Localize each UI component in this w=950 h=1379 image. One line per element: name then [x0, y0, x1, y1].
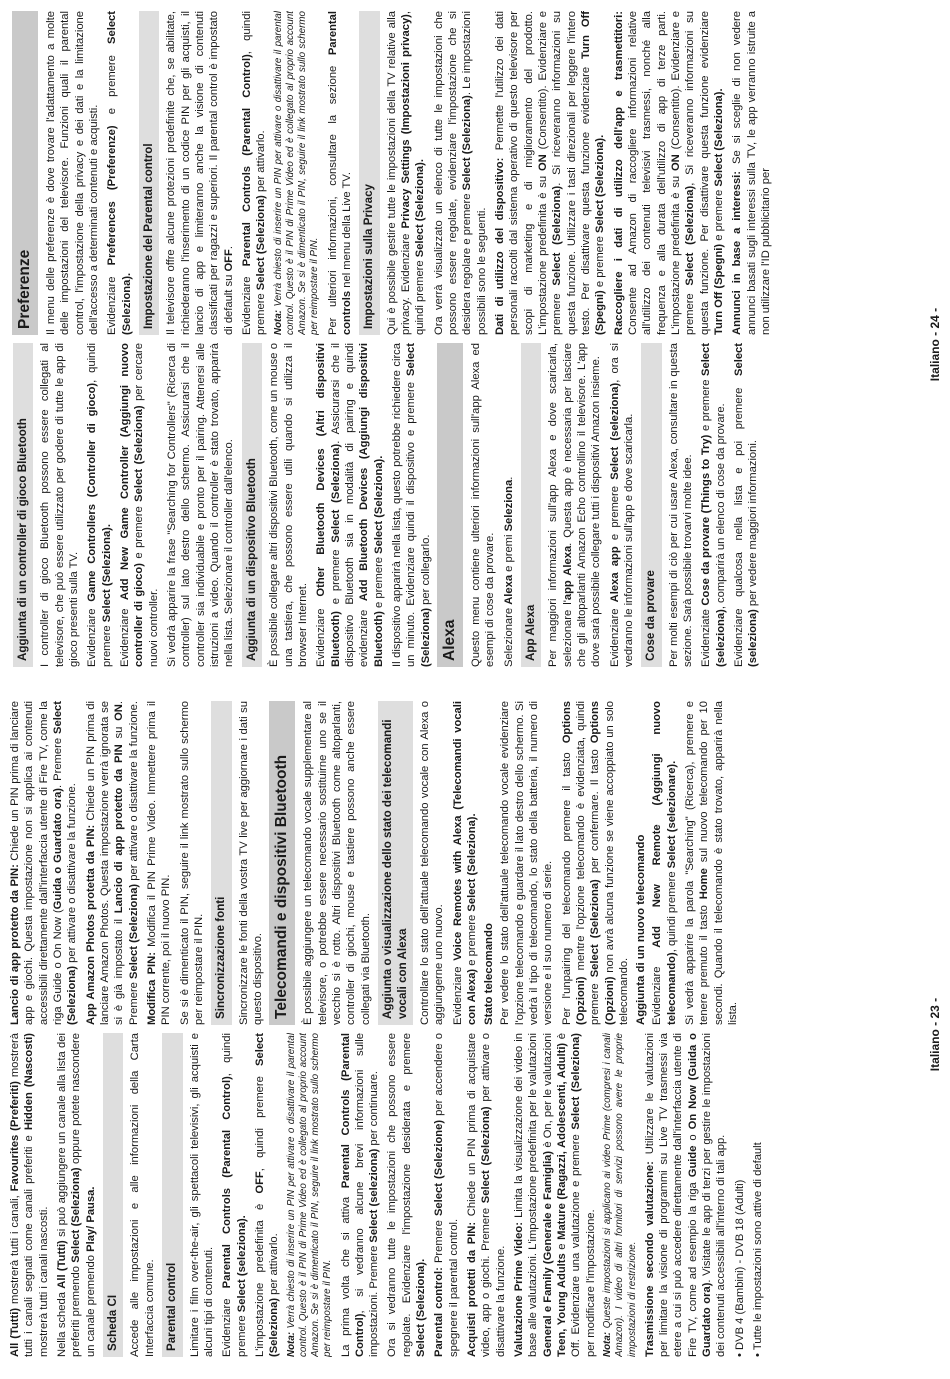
text-run: , quindi premere [400, 11, 427, 335]
bold-text: Options (Opzioni) [560, 701, 587, 1025]
subsection-heading: Parental control [162, 1033, 182, 1357]
text-run: non avrà alcuna funzione se viene accoppiato un solo telecomando. [603, 701, 630, 1025]
text-column [8, 11, 903, 335]
subsection-heading: Aggiunta di un dispositivo Bluetooth [242, 343, 262, 667]
text-run: Evidenziare [119, 600, 132, 667]
bold-text: Annunci in base a interessi: [731, 170, 744, 335]
paragraph [38, 343, 81, 667]
text-run: e premere [608, 479, 621, 547]
bold-text: Mature (Ragazzi, Adolescenti, Adulti) [556, 1042, 569, 1240]
text-run: nel menu della Live TV. [341, 172, 354, 291]
bold-text: Parental controls [326, 11, 354, 335]
page-number: Italiano - 23 - [928, 997, 942, 1072]
text-run: per collegarlo. [419, 534, 432, 608]
page-number: Italiano - 24 - [928, 307, 942, 382]
text-run: mostrerà tutti i canali, [9, 1191, 21, 1308]
bold-text: Trasmissione secondo valutazione: [643, 1161, 656, 1357]
bold-text: Nota: [272, 309, 284, 335]
bold-text: Select (Seleziona). [100, 523, 113, 623]
paragraph [55, 1033, 98, 1357]
bold-text: Select (Seleziona) [127, 883, 140, 979]
bold-text: Select (Seleziona). [594, 134, 607, 234]
paragraph [165, 343, 237, 667]
text-run: Se si è dimenticato il PIN, seguire il link mostrato sullo schermo per reimpostare il PIN. [178, 701, 205, 1025]
bold-text: Select (seleziona) [700, 343, 727, 667]
bold-text: Select (Seleziona) [589, 879, 602, 978]
paragraph [314, 343, 386, 667]
text-run: è On, per le valutazioni [541, 1033, 554, 1151]
paragraph [498, 701, 555, 1025]
bold-text: Nota: [602, 1331, 614, 1357]
bold-text: Hidden (Nascosti) [23, 1033, 36, 1131]
text-run: Qui è possibile gestire tutte le impostazioni della TV relative alla privacy. Evidenziare [385, 11, 413, 335]
text-run: Premere [433, 1216, 446, 1268]
paragraph [267, 343, 310, 667]
bold-text: Teen, Young Adults [556, 1253, 569, 1357]
text-run: È possibile collegare altri dispositivi Bluetooth, come un mouse o una tastiera, che possono essere utili quando si utilizza il browser Internet. [268, 343, 309, 667]
paragraph [432, 1033, 461, 1357]
text-run: Selezionare [502, 604, 515, 667]
bold-text: On Now (Guida o Guardato ora) [686, 1033, 714, 1357]
text-run: per accendere o spegnere il parental control. [433, 1033, 460, 1357]
text-run: per cercare nuovi controller. [133, 343, 160, 667]
paragraph [188, 1033, 217, 1357]
subsection-heading: Aggiunta o visualizzazione dello stato dei telecomandi vocali con Alexa [378, 701, 413, 1025]
paragraph [699, 343, 728, 667]
text-run: , quindi premere [665, 868, 678, 953]
bold-text: Acquisti protetti da PIN: [466, 1221, 479, 1357]
text-run: per attivare o disattivare la funzione. [66, 783, 79, 966]
text-run: Evidenziare qualcosa nella lista e poi premere [733, 375, 746, 667]
bold-text: Parental Controls (Parental Control) [221, 1076, 234, 1289]
text-run: e premere [466, 911, 478, 969]
bold-text: Select (seleziona). [235, 1215, 248, 1313]
bold-text: General e Family (Generale e Famiglia) [541, 1150, 554, 1357]
text-run: Questo menu contiene ulteriori informazioni sull'app Alexa ed esempi di cose da provare. [469, 343, 497, 667]
subsection-heading: Impostazioni sulla Privacy [359, 11, 379, 335]
paragraph [301, 701, 373, 1025]
text-run: Chiede un PIN prima di lanciare app e giochi. Questa impostazione non si applica ai contenuti accessibili direttamente dall'interfaccia utente di Fire TV, come la riga Guide o On Now ( [9, 701, 64, 1025]
text-run: . Questa app è necessaria per lasciare che gli altoparlanti Amazon Echo controllino il televisore. L'app dove sarà possibile collegare tutti i dispositivi Amazon insieme. [561, 343, 603, 667]
note-paragraph [273, 11, 322, 335]
text-run: , si vedranno alcune brevi informazioni sulle impostazioni. Premere [353, 1033, 381, 1357]
text-run: L'impostazione predefinita è [253, 1193, 266, 1357]
paragraph [502, 343, 516, 667]
text-run: Evidenziare [241, 266, 254, 335]
text-run: , ora si vedranno le informazioni sull'app e dove scaricarla. [608, 343, 635, 667]
text-run: Sincronizzare le fonti della vostra TV live per aggiornare i dati su questo dispositivo. [237, 701, 265, 1025]
bold-text: Select (Seleziona) [255, 195, 268, 291]
subsection-heading: Aggiunta di un controller di gioco Bluetooth [13, 343, 33, 667]
text-run: . Premere [51, 733, 64, 788]
paragraph [105, 11, 134, 335]
text-run: o [686, 1129, 699, 1146]
bold-text: ON [537, 154, 550, 172]
paragraph [118, 343, 161, 667]
text-run: mostrerà tutti i canali nascosti. [37, 1206, 50, 1357]
bold-text: Options (Opzioni) [589, 701, 616, 1025]
text-run: Per vedere lo stato dell'attuale telecomando vocale evidenziare l'opzione telecomando e guardare il lato destro dello schermo. Si vedrà il tipo di telecomando, lo stato della batteria, il numero di versione e il suo numero di serie. [499, 701, 555, 1025]
paragraph [339, 1033, 382, 1357]
paragraph [128, 1033, 157, 1357]
text-run: Si vedrà apparire la parola "Searching" (Ricerca), premere e tenere premuto il tasto [683, 701, 711, 1025]
text-run: , Si riceveranno informazioni su questa funzione. Per disattivare questa funzione evidenziare [684, 11, 711, 335]
bold-text: Play/ Pausa. [84, 1186, 97, 1252]
subsection-heading: Cose da provare [641, 343, 661, 667]
text-run: Ora verrà visualizzato un elenco di tutte le impostazioni che possono essere regolate, evidenziare l'impostazione che si desidera regolare e premere [432, 11, 474, 335]
bold-text: Parental Controls (Parental Control) [339, 1033, 366, 1357]
note-paragraph [602, 1033, 639, 1357]
text-run: oppure potete nascondere un canale premendo [70, 1033, 97, 1357]
bold-text: Home [698, 868, 711, 900]
bold-text: Turn Off (Spegni) [713, 243, 726, 335]
bold-text: Select (Seleziona). [414, 159, 427, 258]
paragraph [8, 1033, 51, 1357]
text-run: Consente ad Amazon di raccogliere informazioni relative all'utilizzo dei contenuti televisivi trasmessi, nonché alla frequenza e alla durata dell'utilizzo di app di terze parti. L'impostazione predefinita è su [627, 11, 683, 335]
text-run: per vedere maggiori informazioni. [747, 440, 760, 610]
text-run: Nella scheda [55, 1288, 68, 1357]
text-run: Evidenziare [86, 601, 99, 667]
text-run: Controllare lo stato dell'attuale telecomando vocale con Alexa o aggiungerne uno nuovo. [419, 701, 446, 1025]
text-run: (Consentito). Evidenziare e premere [670, 11, 697, 335]
text-run: Il dispositivo apparirà nella lista, questo potrebbe richiedere circa un minuto. Evidenziare quindi il dispositivo e premere [390, 343, 418, 667]
bullet-item [733, 1033, 747, 1357]
text-run: è Off. Evidenziare una valutazione e premere [556, 1033, 583, 1357]
paragraph [145, 701, 174, 1025]
paragraph [730, 11, 773, 335]
bold-text: Favourites (Preferiti) [9, 1081, 21, 1192]
paragraph [8, 701, 80, 1025]
bold-text: Select (Seleziona) [405, 343, 432, 667]
bold-text: Select (Seleziona) [70, 1167, 83, 1263]
bold-text: Cose da provare (Things to Try) [700, 434, 713, 606]
text-run: per modificare l'impostazione. [584, 1209, 597, 1357]
text-run: Permette l'utilizzo dei dati personali raccolti dal sistema operativo di questo televisore per scopi di marketing e di miglioramento del prodotto. L'impostazione predefinita è su [494, 11, 550, 335]
subsection-heading: Impostazione del Parental control [139, 11, 159, 335]
bold-text: ON [113, 704, 126, 721]
bold-text: Add Bluetooth Devices (Aggiungi dispositivi Bluetooth) [358, 343, 385, 667]
text-run: e premere [133, 501, 146, 564]
bold-text: Select (Seleziona) [329, 443, 342, 543]
text-run: . Si riceveranno informazioni su questa funzione. Utilizzare i tasti direzionali per leggere l'intero testo. Per disattivare questa funzione evidenziare [551, 11, 593, 335]
bold-text: Select (Seleziona). [466, 813, 478, 912]
text-run: • Tutte le impostazioni sono attive di default [752, 1142, 765, 1357]
text-column [8, 701, 903, 1025]
bold-text: Turn Off (Spegni) [580, 11, 607, 335]
bold-text: Lancio di app protetto da PIN [113, 744, 126, 914]
bold-text: Guida o Guardato ora) [51, 787, 64, 910]
text-run: Evidenziare [221, 1288, 234, 1357]
paragraph [44, 11, 101, 335]
text-run: Evidenziare [451, 960, 464, 1025]
bold-text: Select (Seleziona). [106, 11, 133, 335]
paragraph [451, 701, 480, 1025]
bold-text: Select (selezionа) [368, 1148, 381, 1243]
paragraph [220, 1033, 249, 1357]
bold-text: Other Bluetooth Devices (Altri dispositivi Bluetooth) [315, 343, 342, 667]
bold-text: Select (Seleziona) [133, 405, 146, 502]
text-run: per attivarlo. [255, 130, 268, 196]
text-run: Verrà chiesto di inserire un PIN per attivare o disattivare il parental control. Questo è il PIN di Prime Video ed è collegato al proprio account Amazon. Se si è dimenticato il PIN, seguire il link mostrato sullo schermo per reimpostare il PIN. [272, 11, 321, 335]
text-run: e premere [372, 553, 385, 612]
paragraph [732, 343, 761, 667]
text-run: , quindi premere [86, 343, 113, 667]
text-run: . Premere [113, 701, 140, 1025]
section-heading: Alexa [437, 343, 463, 667]
bold-text: Select (selezionа) [608, 382, 621, 480]
text-run: Utilizzare le valutazioni per limitare la visione di programmi su Live TV trasmessi via etere a cui si può accedere direttamente dall'interfaccia utente di Fire TV, come ad esempio la riga [643, 1033, 699, 1357]
paragraph [253, 1033, 282, 1357]
text-run: sul nuovo telecomando per 10 secondi. Quando il telecomando è stato trovato, apparirà nella lista. [698, 701, 739, 1025]
bold-text: Raccogliere i dati di utilizzo dell'app e trasmettitori: [612, 11, 625, 335]
bold-text: All (Tutti) [55, 1240, 68, 1289]
text-run: per attivare o disattivare la funzione. [127, 701, 140, 884]
text-run: Accede alle impostazioni e alle informazioni della Carta Interfaccia comune. [129, 1033, 156, 1357]
bold-text: Seleziona [502, 479, 515, 532]
text-run: • DVB 4 (Bambini) - DVB 18 (Adulti) [733, 1179, 746, 1357]
text-run: . [222, 246, 235, 250]
paragraph [643, 1033, 729, 1357]
text-run: Il televisore offre alcune protezioni predefinite che, se abilitate, richiederanno l'inserimento di un codice PIN per gli acquisti, il lancio di app e limiteranno anche la visione di contenuti classificati per ragazzi e superiori. Il parental control è impostato di default su [165, 11, 235, 335]
bold-text: app Alexa [561, 545, 574, 601]
paragraph [237, 701, 266, 1025]
subsection-heading: Aggiunta di un nuovo telecomando [635, 834, 648, 1025]
text-run: , quindi premere [221, 1033, 248, 1357]
paragraph [418, 701, 447, 1025]
page-2 [0, 0, 950, 689]
text-run: per attivare o disattivare la funzione. [480, 1033, 507, 1357]
text-run: Limita la visualizzazione dei video in base alle valutazioni. L'impostazione predefinita per le valutazioni [513, 1033, 540, 1357]
bold-text: Dati di utilizzo del dispositivo: [494, 157, 507, 335]
text-run: e [556, 1239, 569, 1254]
bold-text: Valutazione Prime Video: [513, 1222, 526, 1357]
bold-text: App Amazon Photos protetta da PIN: [84, 824, 97, 1025]
text-run: mostrerà tutti i canali segnati come canali preferiti e [9, 1033, 36, 1357]
text-run: Chiede un PIN prima di acquistare video, app o giochi. Premere [466, 1033, 493, 1357]
text-run: . Visitate le app di terzi per gestire le impostazioni dei contenuti accessibili all'interno di tali app. [701, 1033, 728, 1357]
text-run: Ora si vedranno tutte le impostazioni che possono essere regolate. Evidenziare l'impostazione desiderata e premere [386, 1033, 413, 1357]
text-run: Per maggiori informazioni sull'app Alexa e dove scaricarla, selezionare l' [547, 343, 574, 667]
text-run: per confermare. Il tasto [589, 743, 602, 880]
bold-text: Voice Remotes with Alexa (Telecomandi vocali con Alexa) [451, 701, 478, 1025]
text-run: Queste impostazioni si applicano ai video Prime (compresi i canali Amazon). I video di altri fornitori di servizi possono avere le proprie impostazioni di restrizione. [602, 1033, 638, 1357]
subsection-heading: Scheda CI [103, 1033, 123, 1357]
section-heading: Telecomandi e dispositivi Bluetooth [269, 701, 295, 1025]
text-run: Si vedrà apparire la frase "Searching for Controllers" (Ricerca di controller) sul lato destro dello schermo. Assicurarsi che il controller sia individuabile e pronto per il pairing. Attenersi alle istruzioni a video. Quando il controller è stato trovato, apparirà nella lista. Selezionare il controller dall'elenco. [166, 343, 236, 667]
bold-text: All (Tutti) [9, 1307, 21, 1357]
text-run: su [113, 720, 126, 745]
text-run: Evidenziate [700, 605, 713, 667]
paragraph [493, 11, 608, 335]
paragraph [469, 343, 498, 667]
paragraph [178, 701, 207, 1025]
text-run: e premere [106, 43, 119, 126]
bold-text: Select (Seleziona) [551, 185, 564, 286]
text-run: e premere [713, 186, 726, 244]
text-run: Per ulteriori informazioni, consultare la sezione [326, 55, 339, 335]
bold-text: OFF [253, 1171, 266, 1194]
bold-text: Select (Seleziona) [570, 1033, 583, 1130]
bold-text: Select (Seleziona) [461, 95, 474, 191]
bold-text: Select (Seleziona). [372, 455, 385, 554]
text-column [8, 343, 903, 667]
paragraph [546, 343, 603, 667]
paragraph [512, 1033, 598, 1357]
subsection-heading: App Alexa [521, 343, 541, 667]
text-run: . Assicurarsi che il dispositivo Bluetooth sia in modalità di pairing e quindi evidenziare [329, 343, 371, 667]
paragraph [683, 701, 740, 1025]
bold-text: Alexa app [608, 546, 621, 603]
bold-text: Select (Seleziona). [713, 88, 726, 187]
bold-text: Select (Seleziona) [684, 185, 697, 286]
section-heading: Preferenze [12, 11, 38, 335]
bold-text: Parental Controls (Parental Control) [241, 54, 254, 267]
text-run: . Le impostazioni possibili sono le seguenti. [461, 11, 488, 335]
text-run: Chiede un PIN prima di lanciare Amazon Photos. Questa impostazione verrà ignorata se si è già impostato il [84, 701, 126, 1025]
text-column [8, 1033, 903, 1357]
text-run: Evidenziare [106, 265, 119, 335]
bold-text: Nota: [285, 1331, 297, 1357]
text-run: e premere [594, 233, 607, 291]
text-run: e premi [502, 531, 515, 575]
bold-text: Select (Seleziona) [51, 701, 79, 1025]
bold-text: Select (selezionare). [665, 760, 678, 869]
text-run: Se si sceglie di non vedere annunci basati sugli interessi sulla TV, le app verranno istruite a non utilizzare l'ID pubblicitario per [731, 11, 773, 335]
bold-text: Select (Selezione) [433, 1119, 446, 1217]
paragraph [164, 11, 236, 335]
paragraph [85, 343, 114, 667]
bold-text: Preferences (Preferenze) [106, 125, 119, 266]
paragraph [84, 701, 141, 1025]
subsection-heading: Sincronizzazione fonti [211, 701, 231, 1025]
subsection-heading: Stato telecomando [483, 923, 496, 1025]
paragraph [385, 1033, 428, 1357]
text-run: (Consentito). Evidenziare e premere [537, 11, 564, 335]
paragraph [560, 701, 632, 1025]
paragraph [465, 1033, 508, 1357]
paragraph [240, 11, 269, 335]
bold-text: Game Controllers (Controller di gioco) [86, 382, 99, 602]
text-run: Il menu delle preferenze è dove trovare l'adattamento a molte delle impostazioni del televisore. Funzioni quali il parental control, l'impostazione della privacy e dei dati e la limitazione dell'accesso a determinati contenuti e acquisti. [45, 11, 100, 335]
bold-text: Lancio di app protetto da PIN: [9, 864, 21, 1025]
page-1 [0, 690, 950, 1379]
bold-text: Guide [686, 1145, 699, 1178]
text-run: , quindi premere [241, 11, 268, 335]
text-run: , comparirà un elenco di cose da provare. [714, 403, 727, 610]
bold-text: Select (seleziona) [733, 343, 760, 667]
paragraph [667, 343, 696, 667]
text-run: Modifica il PIN Prime Video. Immettere prima il PIN corrente, poi il nuovo PIN. [145, 701, 173, 1025]
note-paragraph [286, 1033, 335, 1357]
text-run: per continuare. [368, 1070, 381, 1149]
bold-text: Select (Seleziona) [253, 1033, 281, 1357]
bold-text: OFF [222, 249, 235, 272]
bold-text: Modifica PIN: [145, 952, 158, 1025]
text-run: È possibile aggiungere un telecomando vocale supplementare al televisore, o potrebbe essere necessario sostituirne uno se il vecchio si è rotto. Altri dispositivi Bluetooth come altoparlanti, controller di giochi, mouse e tastiere possono anche essere collegati via Bluetooth. [302, 701, 372, 1025]
paragraph [608, 343, 637, 667]
paragraph [326, 11, 355, 335]
paragraph [650, 701, 679, 1025]
bold-text: Parental control: [433, 1267, 446, 1357]
text-run: , quindi premere [253, 1065, 266, 1172]
bullet-item [751, 1033, 765, 1357]
bold-text: Select (Seleziona) [480, 1106, 493, 1204]
text-run: e premere [700, 375, 713, 435]
text-run: Per l'unpairing del telecomando premere il tasto [560, 743, 573, 1025]
text-run: I controller di gioco Bluetooth possono essere collegati al televisore, che può essere utilizzato per godere di tutte le app di gioco presenti sulla TV. [39, 343, 81, 667]
bold-text: Select (Seleziona). [415, 1258, 428, 1357]
bold-text: Add New Game Controller (Aggiungi nuovo controller di gioco) [119, 343, 146, 667]
text-run: Evidenziare [651, 947, 664, 1025]
paragraph [432, 11, 489, 335]
text-run: Evidenziare [315, 596, 328, 667]
text-run: . [502, 476, 515, 480]
text-run: mentre l'opzione telecomando è evidenziata, quindi premere [574, 701, 602, 1025]
bold-text: ON [670, 154, 683, 172]
text-run: e premere [329, 542, 342, 612]
paragraph [390, 343, 433, 667]
paragraph [385, 11, 428, 335]
text-run: Per molti esempi di ciò per cui usare Alexa, consultare in questa sezione. Sarà possibile trovarvi molte idee. [667, 343, 695, 667]
bold-text: Add New Remote (Aggiungi nuovo telecomando) [651, 701, 678, 1025]
bold-text: Privacy Settings (Impostazioni privacy) [400, 14, 413, 229]
text-run: per attivarlo. [268, 1233, 281, 1298]
paragraph [612, 11, 727, 335]
text-run: Evidenziare [608, 602, 621, 667]
text-run: Verrà chiesto di inserire un PIN per attivare o disattivare il parental control. Questo è il PIN di Prime Video ed è collegato al proprio account Amazon. Se si è dimenticato il PIN, seguire il link mostrato sullo schermo per reimpostare il PIN. [285, 1033, 334, 1357]
text-run: La prima volta che si attiva [339, 1188, 352, 1357]
text-run: si può aggiungere un canale alla lista dei preferiti premendo [55, 1033, 83, 1357]
bold-text: Alexa [502, 574, 515, 605]
text-run: Limitare i film over-the-air, gli spettacoli televisivi, gli acquisti e alcuni tipi di contenuti. [188, 1033, 215, 1357]
